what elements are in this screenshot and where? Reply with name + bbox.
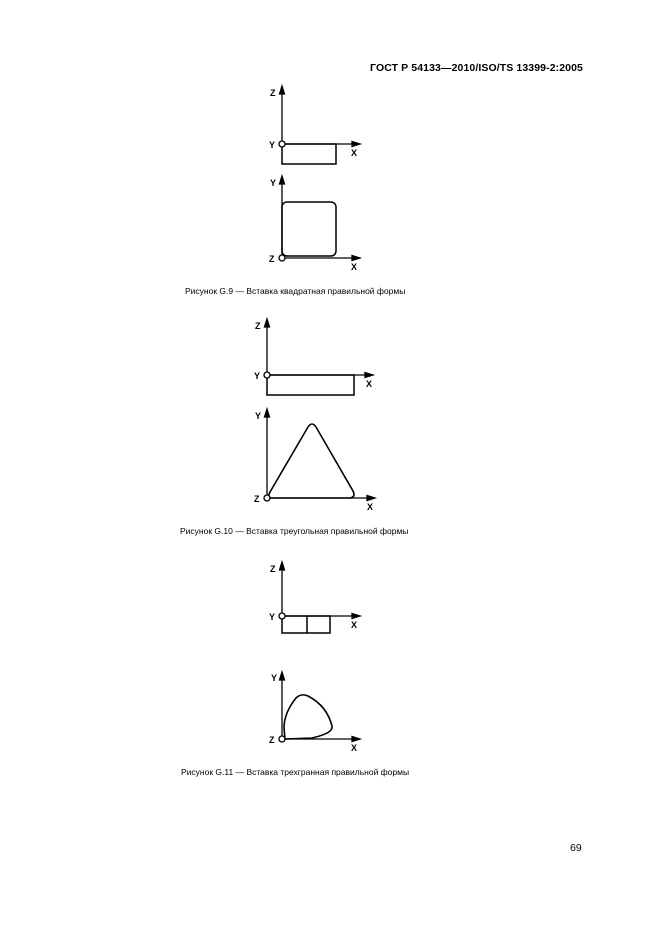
g9-side-z-label: Z <box>270 88 276 98</box>
g9-top-y-label: Y <box>270 178 277 188</box>
g10-top-x-label: X <box>367 502 374 512</box>
figure-g9-drawing <box>260 82 380 277</box>
g10-top-view <box>264 409 375 501</box>
g11-side-y-label: Y <box>269 612 276 622</box>
g10-top-y-label: Y <box>255 411 262 421</box>
g10-side-z-label: Z <box>255 321 261 331</box>
document-header: ГОСТ Р 54133—2010/ISO/TS 13399-2:2005 <box>370 62 583 74</box>
g9-top-x-label: X <box>351 262 358 272</box>
figure-g11-drawing <box>262 558 382 758</box>
figure-g11-caption: Рисунок G.11 — Вставка трехгранная правильной формы <box>181 767 410 777</box>
g11-side-x-label: X <box>351 620 358 630</box>
g9-top-view <box>279 176 360 261</box>
g9-side-x-label: X <box>351 148 358 158</box>
g11-side-view <box>279 562 360 633</box>
g11-top-z-label: Z <box>269 735 275 745</box>
g11-top-y-label: Y <box>271 673 278 683</box>
page-number: 69 <box>570 842 582 854</box>
g9-side-y-label: Y <box>269 140 276 150</box>
g9-side-view <box>279 86 360 164</box>
g10-side-y-label: Y <box>254 371 261 381</box>
figure-g9-caption: Рисунок G.9 — Вставка квадратная правильной формы <box>185 286 406 296</box>
figure-g10-drawing <box>245 315 385 515</box>
g11-top-view <box>279 672 360 742</box>
g11-top-x-label: X <box>351 743 358 753</box>
g10-side-view <box>264 319 373 395</box>
g10-top-z-label: Z <box>254 494 260 504</box>
g11-side-z-label: Z <box>270 564 276 574</box>
figure-g10-caption: Рисунок G.10 — Вставка треугольная правильной формы <box>180 526 409 536</box>
g9-top-z-label: Z <box>269 254 275 264</box>
g10-side-x-label: X <box>366 379 373 389</box>
